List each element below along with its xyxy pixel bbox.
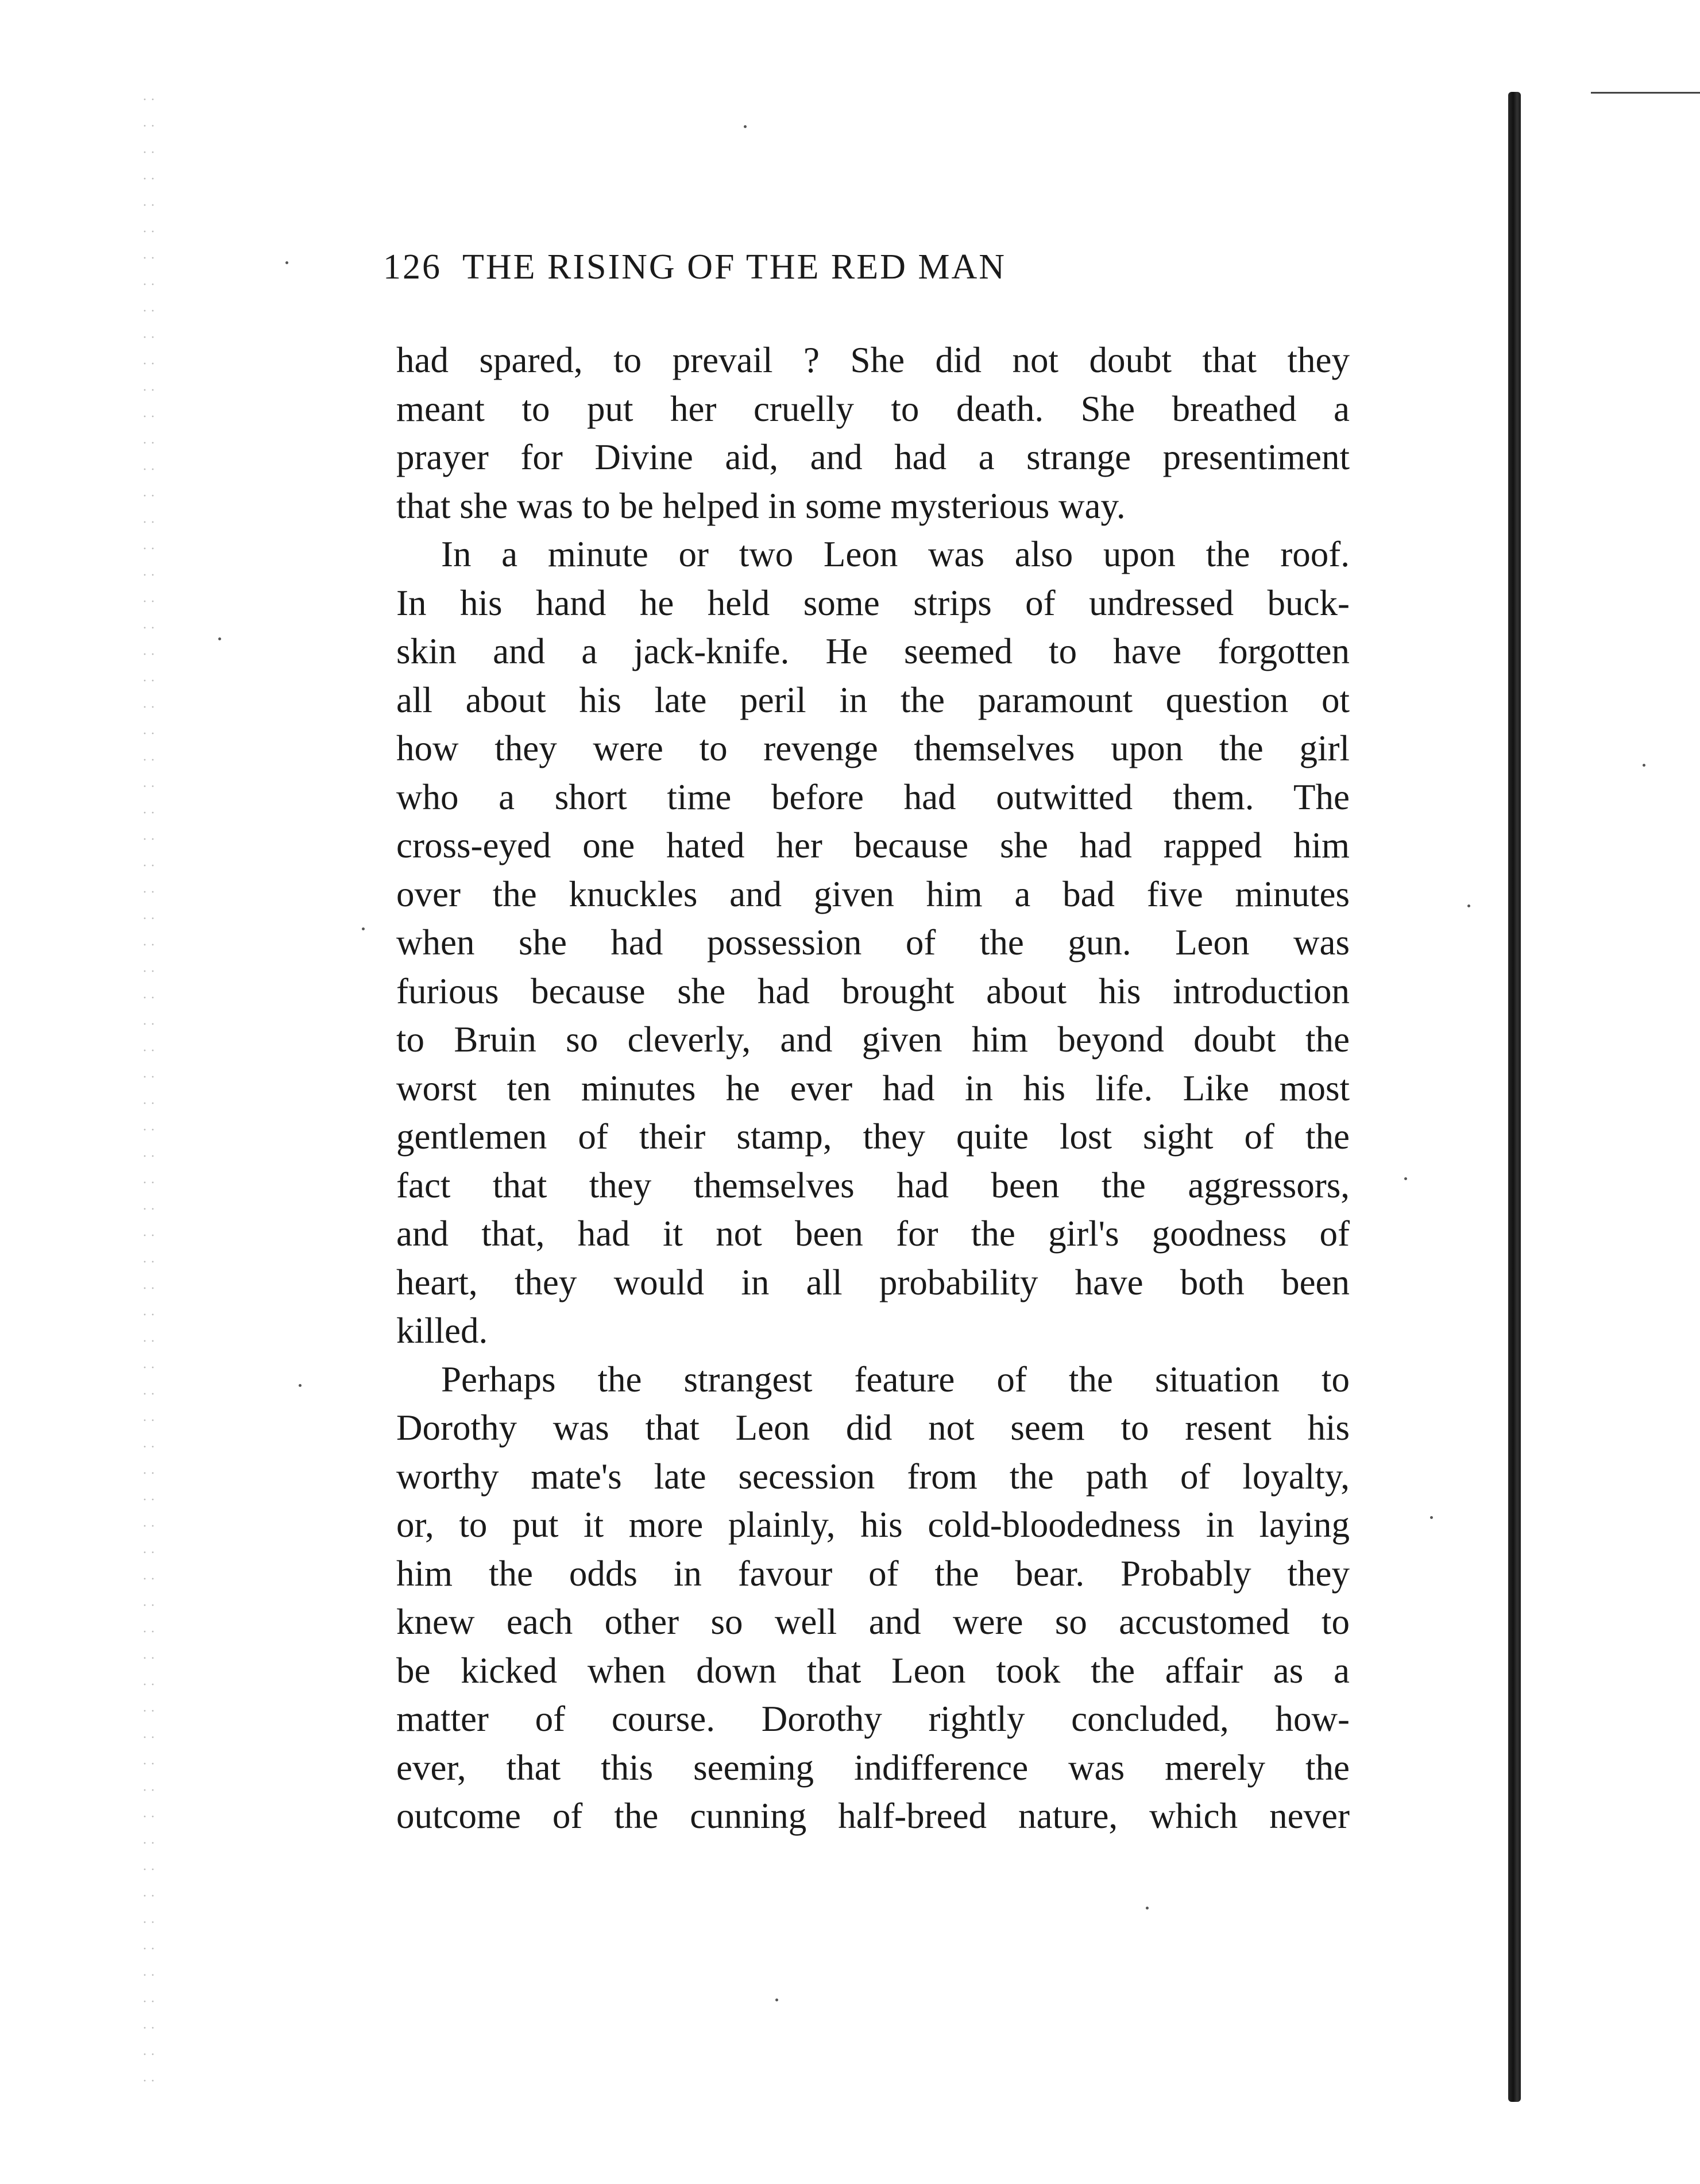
text-line: worst ten minutes he ever had in his life. Like most: [396, 1068, 1350, 1108]
text-line: Dorothy was that Leon did not seem to resent his: [396, 1408, 1350, 1448]
text-line: him the odds in favour of the bear. Probably they: [396, 1553, 1350, 1594]
text-line: or, to put it more plainly, his cold-bloodedness in laying: [396, 1505, 1350, 1545]
text-line: fact that they themselves had been the aggressors,: [396, 1165, 1350, 1205]
text-line: gentlemen of their stamp, they quite lost sight of the: [396, 1116, 1350, 1157]
text-line: In his hand he held some strips of undressed buck-: [396, 582, 1350, 623]
text-line: Perhaps the strangest feature of the situation to: [441, 1359, 1350, 1400]
text-line: to Bruin so cleverly, and given him beyond doubt the: [396, 1019, 1350, 1060]
body-text: [396, 336, 1350, 1841]
text-line: who a short time before had outwitted them. The: [396, 776, 1350, 817]
scan-speck: [744, 125, 747, 128]
scan-speck: [1467, 904, 1470, 907]
page-number: 126: [383, 248, 442, 287]
text-line: outcome of the cunning half-breed nature, which never: [396, 1796, 1350, 1836]
running-title: THE RISING OF THE RED MAN: [462, 248, 1007, 287]
text-line: how they were to revenge themselves upon the girl: [396, 728, 1350, 768]
text-line: that she was to be helped in some mysterious way.: [396, 485, 1126, 526]
text-line: killed.: [396, 1311, 488, 1351]
scan-speck: [285, 261, 288, 264]
text-line: ever, that this seeming indifference was merely the: [396, 1747, 1350, 1788]
text-line: and that, had it not been for the girl's goodness of: [396, 1213, 1350, 1254]
binding-edge: [1508, 92, 1521, 2102]
text-line: skin and a jack-knife. He seemed to have forgotten: [396, 631, 1350, 671]
text-line: worthy mate's late secession from the path of loyalty,: [396, 1456, 1350, 1497]
scan-speck: [1430, 1516, 1433, 1519]
text-line: cross-eyed one hated her because she had rapped him: [396, 825, 1350, 865]
text-line: be kicked when down that Leon took the affair as a: [396, 1650, 1350, 1691]
text-line: furious because she had brought about his introduction: [396, 971, 1350, 1011]
scan-speck: [362, 927, 365, 930]
scan-speck: [775, 1999, 778, 2001]
text-line: when she had possession of the gun. Leon was: [396, 922, 1350, 962]
left-margin-scan-noise: [141, 86, 158, 2096]
running-header: [383, 247, 1279, 288]
text-line: heart, they would in all probability have both been: [396, 1262, 1350, 1302]
text-line: matter of course. Dorothy rightly concluded, how-: [396, 1699, 1350, 1739]
text-line: knew each other so well and were so accustomed to: [396, 1602, 1350, 1642]
scan-speck: [1146, 1907, 1149, 1909]
scan-speck: [1643, 764, 1645, 767]
text-line: In a minute or two Leon was also upon the roof.: [441, 534, 1350, 574]
scan-speck: [299, 1384, 302, 1387]
scan-speck: [1404, 1177, 1407, 1180]
text-line: all about his late peril in the paramount question ot: [396, 679, 1350, 720]
text-line: meant to put her cruelly to death. She breathed a: [396, 388, 1350, 429]
scan-speck: [218, 637, 221, 640]
text-line: prayer for Divine aid, and had a strange presentiment: [396, 437, 1350, 477]
scan-edge-rule: [1591, 92, 1700, 94]
text-line: over the knuckles and given him a bad five minutes: [396, 873, 1350, 914]
text-line: had spared, to prevail ? She did not doubt that they: [396, 340, 1350, 380]
